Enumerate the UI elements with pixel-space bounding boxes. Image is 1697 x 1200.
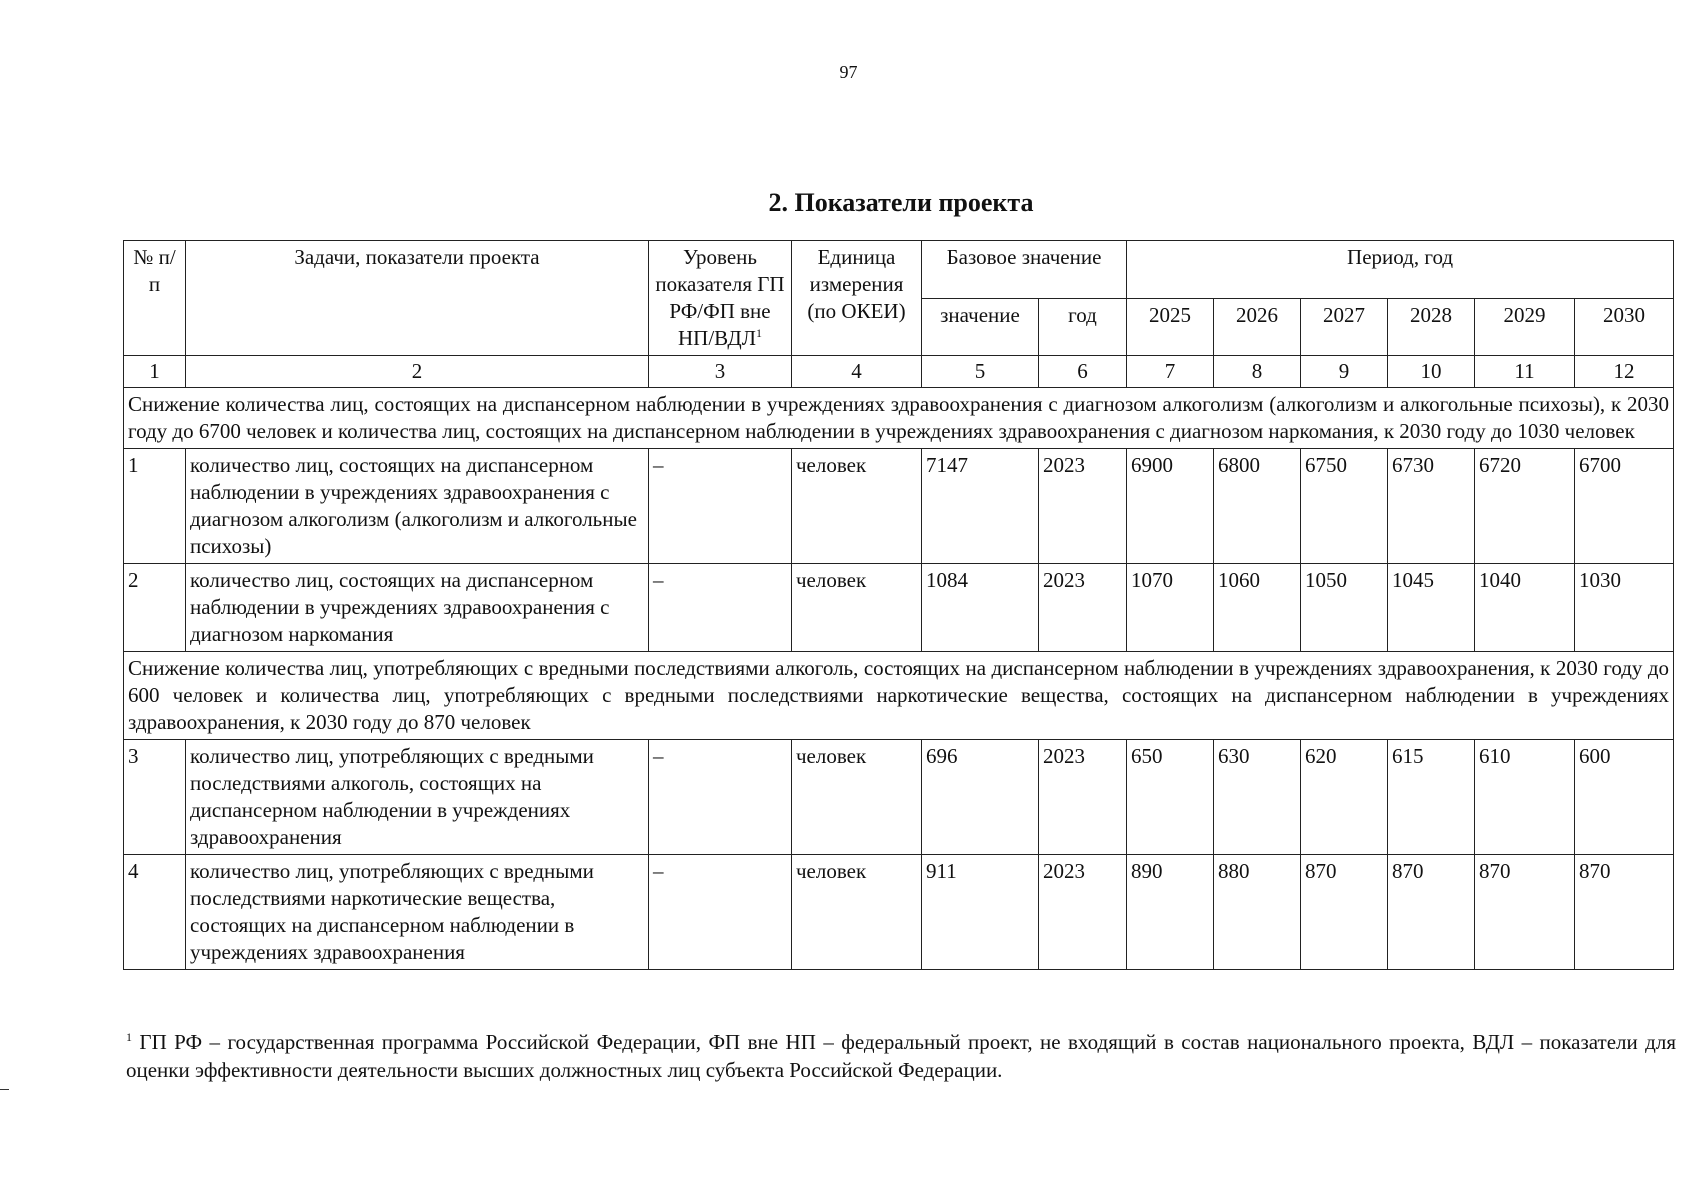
column-number: 10 — [1388, 356, 1475, 388]
header-task: Задачи, показатели проекта — [186, 241, 649, 356]
table-row — [124, 564, 1674, 652]
header-year: 2025 — [1127, 298, 1214, 356]
column-number: 5 — [922, 356, 1039, 388]
table-row — [124, 855, 1674, 970]
row-value-2027: 620 — [1301, 740, 1388, 855]
row-value-2028: 870 — [1388, 855, 1475, 970]
row-value-2027: 6750 — [1301, 449, 1388, 564]
row-num: 2 — [124, 564, 186, 652]
row-value-2026: 1060 — [1214, 564, 1301, 652]
column-number: 2 — [186, 356, 649, 388]
group-title: Снижение количества лиц, употребляющих с вредными последствиями алкоголь, состоящих на диспансерном наблюдении в учреждениях здравоохранения, к 2030 году до 600 человек и количества лиц, употребляющих с вредными последствиями наркотические вещества, состоящих на диспансерном наблюдении в учреждениях здравоохранения, к 2030 году до 870 человек — [124, 652, 1674, 740]
group-row — [124, 388, 1674, 449]
row-base-year: 2023 — [1039, 855, 1127, 970]
header-row-1 — [124, 241, 1674, 299]
row-base-value: 911 — [922, 855, 1039, 970]
page-number: 97 — [839, 62, 858, 82]
row-value-2025: 1070 — [1127, 564, 1214, 652]
header-unit: Единица измерения (по ОКЕИ) — [792, 241, 922, 356]
row-value-2028: 6730 — [1388, 449, 1475, 564]
header-base-value: значение — [922, 298, 1039, 356]
header-year: 2026 — [1214, 298, 1301, 356]
row-unit: человек — [792, 855, 922, 970]
header-level-text: Уровень показателя ГП РФ/ФП вне НП/ВДЛ — [655, 245, 785, 350]
column-number: 8 — [1214, 356, 1301, 388]
column-number: 11 — [1475, 356, 1575, 388]
row-level: – — [649, 449, 792, 564]
row-value-2030: 6700 — [1575, 449, 1674, 564]
row-num: 4 — [124, 855, 186, 970]
group-row — [124, 652, 1674, 740]
row-value-2030: 870 — [1575, 855, 1674, 970]
row-level: – — [649, 564, 792, 652]
header-year: 2029 — [1475, 298, 1575, 356]
header-year: 2030 — [1575, 298, 1674, 356]
section-title: 2. Показатели проекта — [768, 188, 1034, 217]
column-number: 3 — [649, 356, 792, 388]
footnote-ref: 1 — [755, 326, 762, 340]
row-value-2027: 1050 — [1301, 564, 1388, 652]
header-year: 2027 — [1301, 298, 1388, 356]
edge-mark — [0, 1089, 9, 1090]
row-task: количество лиц, употребляющих с вредными последствиями алкоголь, состоящих на диспансерном наблюдении в учреждениях здравоохранения — [186, 740, 649, 855]
header-base: Базовое значение — [922, 241, 1127, 299]
header-period: Период, год — [1127, 241, 1674, 299]
table-row — [124, 740, 1674, 855]
row-value-2029: 610 — [1475, 740, 1575, 855]
row-base-value: 1084 — [922, 564, 1039, 652]
table-row — [124, 449, 1674, 564]
footnote — [126, 1028, 1676, 1084]
row-value-2030: 1030 — [1575, 564, 1674, 652]
row-value-2027: 870 — [1301, 855, 1388, 970]
row-value-2028: 1045 — [1388, 564, 1475, 652]
row-level: – — [649, 740, 792, 855]
row-num: 1 — [124, 449, 186, 564]
header-level — [649, 241, 792, 356]
row-unit: человек — [792, 740, 922, 855]
row-task: количество лиц, употребляющих с вредными последствиями наркотические вещества, состоящих на диспансерном наблюдении в учреждениях здравоохранения — [186, 855, 649, 970]
column-number: 7 — [1127, 356, 1214, 388]
row-value-2026: 6800 — [1214, 449, 1301, 564]
column-number: 4 — [792, 356, 922, 388]
row-base-year: 2023 — [1039, 740, 1127, 855]
row-task: количество лиц, состоящих на диспансерном наблюдении в учреждениях здравоохранения с диагнозом наркомания — [186, 564, 649, 652]
row-value-2025: 890 — [1127, 855, 1214, 970]
group-title: Снижение количества лиц, состоящих на диспансерном наблюдении в учреждениях здравоохранения с диагнозом алкоголизм (алкоголизм и алкогольные психозы), к 2030 году до 6700 человек и количества лиц, состоящих на диспансерном наблюдении в учреждениях здравоохранения с диагнозом наркомания, к 2030 году до 1030 человек — [124, 388, 1674, 449]
row-value-2026: 630 — [1214, 740, 1301, 855]
row-base-year: 2023 — [1039, 449, 1127, 564]
column-number: 1 — [124, 356, 186, 388]
row-unit: человек — [792, 564, 922, 652]
row-base-value: 696 — [922, 740, 1039, 855]
column-number: 6 — [1039, 356, 1127, 388]
row-base-value: 7147 — [922, 449, 1039, 564]
header-num: № п/п — [124, 241, 186, 356]
column-number: 12 — [1575, 356, 1674, 388]
row-value-2025: 6900 — [1127, 449, 1214, 564]
column-number: 9 — [1301, 356, 1388, 388]
row-value-2029: 6720 — [1475, 449, 1575, 564]
row-value-2029: 1040 — [1475, 564, 1575, 652]
row-value-2030: 600 — [1575, 740, 1674, 855]
row-value-2025: 650 — [1127, 740, 1214, 855]
footnote-text: ГП РФ – государственная программа Российской Федерации, ФП вне НП – федеральный проект, не входящий в состав национального проекта, ВДЛ – показатели для оценки эффективности деятельности высших должностных лиц субъекта Российской Федерации. — [126, 1030, 1676, 1082]
row-level: – — [649, 855, 792, 970]
row-value-2026: 880 — [1214, 855, 1301, 970]
row-unit: человек — [792, 449, 922, 564]
header-base-year: год — [1039, 298, 1127, 356]
footnote-marker: 1 — [126, 1030, 132, 1044]
header-year: 2028 — [1388, 298, 1475, 356]
row-task: количество лиц, состоящих на диспансерном наблюдении в учреждениях здравоохранения с диагнозом алкоголизм (алкоголизм и алкогольные психозы) — [186, 449, 649, 564]
column-number-row — [124, 356, 1674, 388]
row-value-2028: 615 — [1388, 740, 1475, 855]
row-base-year: 2023 — [1039, 564, 1127, 652]
indicators-table — [123, 240, 1674, 970]
row-num: 3 — [124, 740, 186, 855]
row-value-2029: 870 — [1475, 855, 1575, 970]
